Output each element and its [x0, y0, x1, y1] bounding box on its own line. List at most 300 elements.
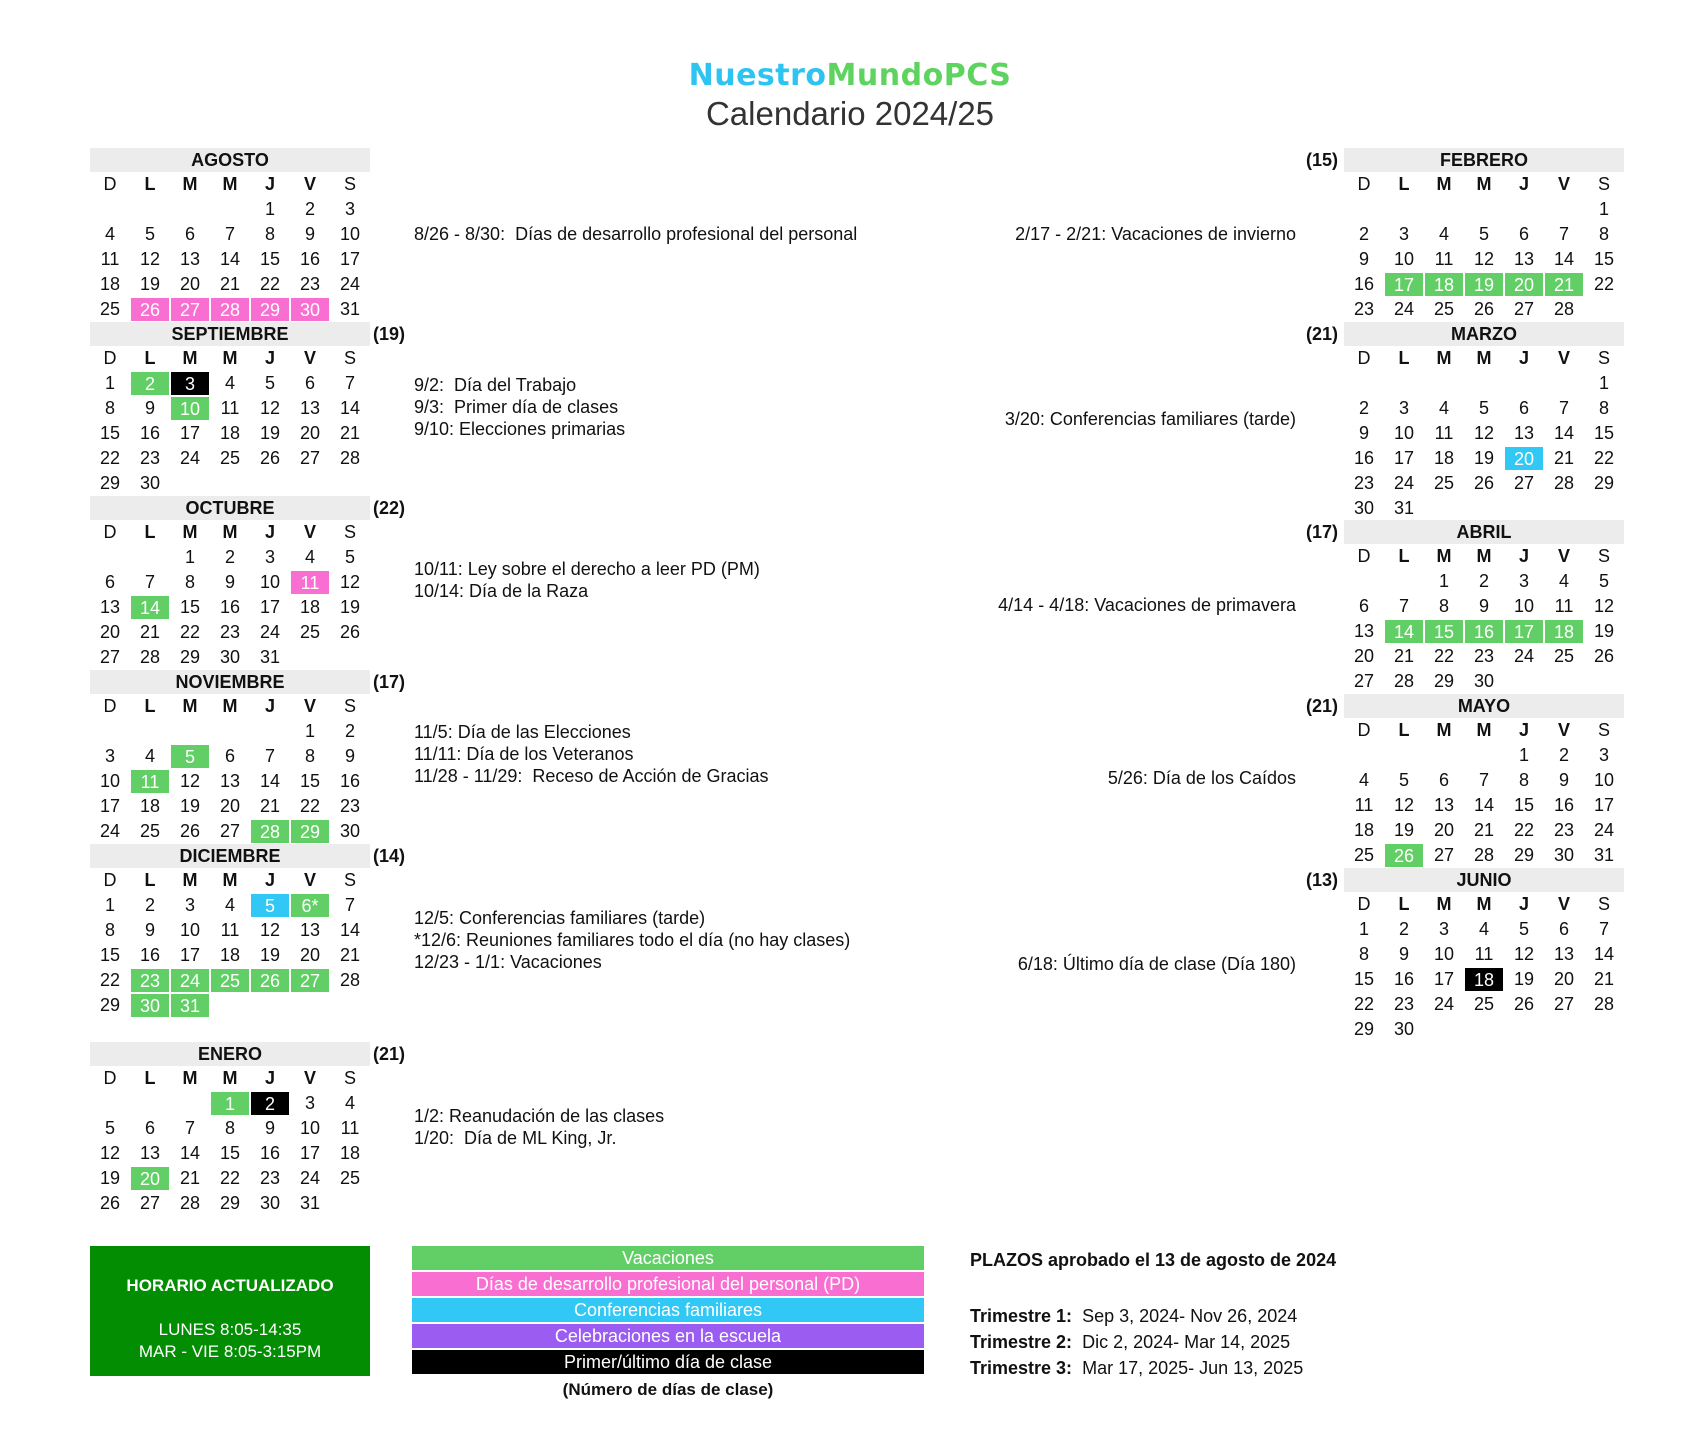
day-cell: 12 [259, 398, 281, 418]
empty-cell [1344, 569, 1384, 594]
day-cell: 4 [1438, 224, 1449, 244]
day-cell: 31 [339, 299, 361, 319]
legend-caption: (Número de días de clase) [562, 1380, 774, 1399]
day-cell: 20 [1553, 969, 1575, 989]
empty-cell [130, 719, 170, 744]
day-cell: 11 [290, 570, 330, 595]
month-title: DICIEMBRE (14) [90, 844, 370, 868]
empty-cell [1384, 743, 1424, 768]
legend-item-pd: Días de desarrollo profesional del personal (PD) [412, 1272, 924, 1298]
legend [412, 1246, 924, 1400]
month-title: SEPTIEMBRE (19) [90, 322, 370, 346]
day-cell: 27 [1353, 671, 1375, 691]
day-cell: 29 [1513, 845, 1535, 865]
school-days-count: (17) [1305, 522, 1338, 542]
day-cell: 14 [1553, 423, 1575, 443]
day-cell: 17 [259, 597, 281, 617]
day-cell: 11 [130, 769, 170, 794]
brand-logo [0, 58, 1700, 93]
day-cell: 23 [1353, 299, 1375, 319]
day-cell: 4 [104, 224, 115, 244]
day-cell: 20 [130, 1166, 170, 1191]
weekday-header: L [144, 348, 156, 368]
day-cell: 7 [1478, 770, 1489, 790]
weekday-header: M [1476, 720, 1492, 740]
day-cell: 27 [219, 821, 241, 841]
weekday-header: M [182, 174, 198, 194]
day-cell: 3 [264, 547, 275, 567]
day-cell: 9 [264, 1118, 275, 1138]
day-cell: 14 [259, 771, 281, 791]
school-days-count: (13) [1305, 870, 1338, 890]
day-cell: 15 [1513, 795, 1535, 815]
term-label: Trimestre 1: [970, 1306, 1073, 1326]
note-line: 5/26: Día de los Caídos [1107, 768, 1296, 788]
day-cell: 3 [1598, 745, 1609, 765]
day-cell: 13 [299, 398, 321, 418]
weekday-header: J [1518, 894, 1529, 914]
note-line: 9/10: Elecciones primarias [414, 419, 626, 439]
day-cell: 22 [219, 1168, 241, 1188]
weekday-header: V [1557, 720, 1570, 740]
day-cell: 4 [1478, 919, 1489, 939]
day-cell: 30 [1393, 1019, 1415, 1039]
day-cell: 8 [104, 920, 115, 940]
day-cell: 21 [1393, 646, 1415, 666]
day-cell: 25 [210, 968, 250, 993]
day-cell: 12 [179, 771, 201, 791]
day-cell: 9 [224, 572, 235, 592]
day-cell: 20 [179, 274, 201, 294]
day-cell: 27 [170, 297, 210, 322]
day-cell: 18 [339, 1143, 361, 1163]
day-cell: 30 [259, 1193, 281, 1213]
day-grid [90, 868, 370, 1018]
empty-cell [1544, 197, 1584, 222]
day-cell: 3 [304, 1093, 315, 1113]
day-cell: 5 [1478, 398, 1489, 418]
day-cell: 1 [210, 1091, 250, 1116]
weekday-header: M [222, 870, 238, 890]
day-cell: 15 [1593, 423, 1615, 443]
day-grid [1344, 544, 1624, 694]
weekday-header: M [222, 1068, 238, 1088]
empty-cell [1424, 371, 1464, 396]
deadlines-title: PLAZOS aprobado el 13 de agosto de 2024 [970, 1250, 1337, 1270]
weekday-header: M [182, 348, 198, 368]
day-cell: 16 [219, 597, 241, 617]
day-cell: 12 [1593, 596, 1615, 616]
day-cell: 1 [304, 721, 315, 741]
day-cell: 1 [1358, 919, 1369, 939]
weekday-header: V [1557, 348, 1570, 368]
note-line: 9/2: Día del Trabajo [414, 375, 577, 395]
month-septiembre [90, 322, 406, 496]
day-cell: 19 [259, 945, 281, 965]
day-cell: 16 [1464, 619, 1504, 644]
day-cell: 9 [304, 224, 315, 244]
day-cell: 3 [1438, 919, 1449, 939]
day-cell: 25 [1473, 994, 1495, 1014]
day-cell: 31 [1393, 498, 1415, 518]
day-cell: 3 [344, 199, 355, 219]
day-cell: 10 [1513, 596, 1535, 616]
day-cell: 11 [1434, 423, 1454, 443]
day-cell: 7 [184, 1118, 195, 1138]
day-cell: 3 [1398, 398, 1409, 418]
day-cell: 29 [1593, 473, 1615, 493]
day-cell: 28 [1393, 671, 1415, 691]
schedule-line-2: MAR - VIE 8:05-3:15PM [138, 1342, 322, 1361]
weekday-header: M [1476, 546, 1492, 566]
empty-cell [1344, 197, 1384, 222]
day-cell: 7 [344, 373, 355, 393]
note-line: 9/3: Primer día de clases [414, 397, 619, 417]
day-cell: 15 [1353, 969, 1375, 989]
day-cell: 9 [344, 746, 355, 766]
day-cell: 12 [1393, 795, 1415, 815]
school-days-count: (15) [1305, 150, 1338, 170]
weekday-header: J [264, 870, 275, 890]
legend-item-conferencias: Conferencias familiares [412, 1298, 924, 1324]
weekday-header: V [303, 870, 316, 890]
term-label: Trimestre 3: [970, 1358, 1073, 1378]
day-cell: 10 [1433, 944, 1455, 964]
weekday-header: D [1357, 894, 1371, 914]
day-cell: 14 [339, 920, 361, 940]
day-cell: 6 [1438, 770, 1449, 790]
empty-cell [1504, 371, 1544, 396]
deadlines [970, 1250, 1336, 1381]
weekday-header: L [144, 522, 156, 542]
day-grid [90, 694, 370, 844]
day-cell: 15 [99, 945, 121, 965]
day-cell: 17 [339, 249, 361, 269]
day-cell: 2 [1558, 745, 1569, 765]
day-cell: 25 [139, 821, 161, 841]
day-cell: 2 [250, 1091, 290, 1116]
weekday-header: S [343, 696, 356, 716]
day-cell: 21 [219, 274, 241, 294]
day-cell: 24 [299, 1168, 321, 1188]
day-cell: 6 [224, 746, 235, 766]
weekday-header: S [1597, 174, 1610, 194]
weekday-header: J [1518, 546, 1529, 566]
day-cell: 25 [99, 299, 121, 319]
school-days-count: (21) [1305, 324, 1338, 344]
month-title: ENERO (21) [90, 1042, 370, 1066]
weekday-header: M [222, 522, 238, 542]
weekday-header: M [1436, 348, 1452, 368]
weekday-header: L [1398, 720, 1410, 740]
empty-cell [90, 545, 130, 570]
day-cell: 29 [99, 995, 121, 1015]
day-cell: 13 [1353, 621, 1375, 641]
day-cell: 9 [1398, 944, 1409, 964]
day-cell: 18 [99, 274, 121, 294]
weekday-header: J [264, 348, 275, 368]
day-cell: 26 [250, 968, 290, 993]
day-cell: 1 [104, 895, 115, 915]
day-cell: 24 [1433, 994, 1455, 1014]
day-cell: 13 [219, 771, 241, 791]
day-cell: 23 [130, 968, 170, 993]
day-cell: 18 [1464, 967, 1504, 992]
day-grid [90, 1066, 370, 1216]
day-cell: 1 [264, 199, 275, 219]
school-days-count: (21) [373, 1044, 406, 1064]
day-cell: 26 [1593, 646, 1615, 666]
day-cell: 2 [1358, 224, 1369, 244]
day-cell: 28 [1553, 299, 1575, 319]
day-cell: 10 [259, 572, 281, 592]
note-line: 2/17 - 2/21: Vacaciones de invierno [1015, 224, 1296, 244]
month-febrero [1305, 148, 1624, 322]
day-cell: 28 [1593, 994, 1615, 1014]
day-cell: 25 [1433, 473, 1455, 493]
day-cell: 5 [344, 547, 355, 567]
day-cell: 10 [339, 224, 361, 244]
day-cell: 24 [259, 622, 281, 642]
note-line: 12/5: Conferencias familiares (tarde) [414, 908, 706, 928]
empty-cell [250, 719, 290, 744]
weekday-header: M [1476, 348, 1492, 368]
schedule-box [90, 1246, 370, 1376]
weekday-header: M [182, 522, 198, 542]
legend-item-primer-ultimo: Primer/último día de clase [412, 1350, 924, 1376]
weekday-header: D [103, 1068, 117, 1088]
day-cell: 27 [299, 448, 321, 468]
weekday-header: L [1398, 348, 1410, 368]
day-cell: 25 [1553, 646, 1575, 666]
empty-cell [1384, 197, 1424, 222]
day-cell: 21 [1473, 820, 1495, 840]
day-cell: 24 [1393, 299, 1415, 319]
day-cell: 29 [1353, 1019, 1375, 1039]
day-cell: 25 [219, 448, 241, 468]
day-cell: 24 [339, 274, 361, 294]
month-title: FEBRERO (15) [1344, 148, 1624, 172]
day-cell: 7 [1398, 596, 1409, 616]
day-cell: 8 [1598, 398, 1609, 418]
day-cell: 1 [1598, 199, 1609, 219]
day-cell: 1 [1598, 373, 1609, 393]
day-cell: 26 [1473, 299, 1495, 319]
day-cell: 23 [259, 1168, 281, 1188]
day-cell: 26 [179, 821, 201, 841]
day-cell: 7 [1598, 919, 1609, 939]
day-cell: 20 [1353, 646, 1375, 666]
empty-cell [1424, 743, 1464, 768]
day-cell: 14 [219, 249, 241, 269]
day-cell: 18 [139, 796, 161, 816]
day-cell: 13 [1513, 249, 1535, 269]
day-cell: 22 [99, 970, 121, 990]
day-cell: 12 [1473, 249, 1495, 269]
day-cell: 12 [99, 1143, 121, 1163]
day-cell: 24 [179, 448, 201, 468]
day-cell: 13 [1433, 795, 1455, 815]
day-cell: 7 [1558, 398, 1569, 418]
day-cell: 6 [1518, 398, 1529, 418]
empty-cell [170, 719, 210, 744]
day-cell: 14 [339, 398, 361, 418]
day-cell: 22 [1513, 820, 1535, 840]
day-cell: 1 [1438, 571, 1449, 591]
day-grid [1344, 346, 1624, 521]
day-cell: 17 [1504, 619, 1544, 644]
term-row-3 [970, 1355, 1336, 1381]
day-cell: 15 [1424, 619, 1464, 644]
day-cell: 12 [259, 920, 281, 940]
day-cell: 9 [144, 920, 155, 940]
day-cell: 21 [339, 945, 361, 965]
day-cell: 15 [299, 771, 321, 791]
weekday-header: M [182, 870, 198, 890]
day-cell: 9 [1358, 249, 1369, 269]
day-cell: 22 [1433, 646, 1455, 666]
day-cell: 11 [340, 1118, 360, 1138]
legend-item-celebraciones: Celebraciones en la escuela [412, 1324, 924, 1350]
day-cell: 16 [259, 1143, 281, 1163]
day-cell: 1 [1518, 745, 1529, 765]
day-grid [90, 346, 370, 496]
day-cell: 14 [1553, 249, 1575, 269]
day-cell: 26 [1513, 994, 1535, 1014]
empty-cell [1464, 371, 1504, 396]
day-cell: 30 [139, 473, 161, 493]
schedule-title: HORARIO ACTUALIZADO [126, 1276, 334, 1295]
month-abril [1305, 520, 1624, 694]
day-cell: 17 [299, 1143, 321, 1163]
day-cell: 22 [1593, 448, 1615, 468]
day-cell: 5 [1518, 919, 1529, 939]
day-cell: 21 [1544, 272, 1584, 297]
day-cell: 18 [299, 597, 321, 617]
day-cell: 18 [1433, 448, 1455, 468]
day-cell: 13 [179, 249, 201, 269]
day-cell: 17 [1593, 795, 1615, 815]
weekday-header: M [1476, 174, 1492, 194]
empty-cell [1344, 743, 1384, 768]
weekday-header: M [1476, 894, 1492, 914]
day-cell: 14 [130, 595, 170, 620]
day-cell: 12 [139, 249, 161, 269]
note-line: 8/26 - 8/30: Días de desarrollo profesional del personal [414, 224, 858, 244]
month-title: MAYO (21) [1344, 694, 1624, 718]
day-cell: 16 [1553, 795, 1575, 815]
brand-part2: MundoPCS [826, 58, 1012, 93]
month-octubre [90, 496, 406, 670]
term-row-2 [970, 1329, 1336, 1355]
weekday-header: S [343, 522, 356, 542]
weekday-header: S [1597, 546, 1610, 566]
weekday-header: J [264, 1068, 275, 1088]
day-cell: 29 [99, 473, 121, 493]
day-cell: 8 [1358, 944, 1369, 964]
day-cell: 4 [1558, 571, 1569, 591]
day-cell: 22 [1593, 274, 1615, 294]
day-cell: 15 [1593, 249, 1615, 269]
weekday-header: D [103, 174, 117, 194]
day-cell: 13 [299, 920, 321, 940]
day-cell: 3 [104, 746, 115, 766]
day-cell: 26 [1473, 473, 1495, 493]
weekday-header: M [182, 696, 198, 716]
day-cell: 2 [1358, 398, 1369, 418]
month-enero [90, 1042, 406, 1216]
weekday-header: D [1357, 348, 1371, 368]
day-cell: 10 [299, 1118, 321, 1138]
day-cell: 1 [184, 547, 195, 567]
term-dates: Sep 3, 2024- Nov 26, 2024 [1082, 1306, 1298, 1326]
day-cell: 27 [1433, 845, 1455, 865]
day-cell: 21 [1593, 969, 1615, 989]
day-cell: 20 [99, 622, 121, 642]
day-cell: 24 [1393, 473, 1415, 493]
day-cell: 8 [224, 1118, 235, 1138]
month-title: ABRIL (17) [1344, 520, 1624, 544]
school-days-count: (14) [373, 846, 406, 866]
day-cell: 28 [210, 297, 250, 322]
month-agosto [90, 148, 370, 322]
weekday-header: D [103, 870, 117, 890]
day-cell: 6* [290, 893, 330, 918]
empty-cell [1464, 197, 1504, 222]
day-cell: 29 [250, 297, 290, 322]
day-cell: 11 [100, 249, 120, 269]
month-title: OCTUBRE (22) [90, 496, 370, 520]
day-cell: 17 [1433, 969, 1455, 989]
day-cell: 31 [299, 1193, 321, 1213]
day-cell: 17 [99, 796, 121, 816]
weekday-header: M [1436, 546, 1452, 566]
day-cell: 20 [299, 945, 321, 965]
day-cell: 23 [1473, 646, 1495, 666]
day-cell: 31 [259, 647, 281, 667]
day-cell: 30 [1353, 498, 1375, 518]
term-row-1 [970, 1303, 1336, 1329]
notes-agosto [414, 223, 857, 245]
day-cell: 25 [299, 622, 321, 642]
day-cell: 30 [290, 297, 330, 322]
term-dates: Dic 2, 2024- Mar 14, 2025 [1082, 1332, 1291, 1352]
day-cell: 22 [179, 622, 201, 642]
day-cell: 11 [1474, 944, 1494, 964]
day-cell: 4 [1358, 770, 1369, 790]
notes-abril [998, 594, 1296, 616]
day-cell: 6 [1518, 224, 1529, 244]
day-cell: 22 [99, 448, 121, 468]
day-cell: 21 [179, 1168, 201, 1188]
day-cell: 13 [1553, 944, 1575, 964]
day-grid [1344, 172, 1624, 322]
day-cell: 4 [304, 547, 315, 567]
empty-cell [1344, 371, 1384, 396]
day-cell: 1 [104, 373, 115, 393]
day-cell: 10 [1593, 770, 1615, 790]
day-cell: 10 [1393, 423, 1415, 443]
day-cell: 18 [219, 423, 241, 443]
weekday-header: L [144, 870, 156, 890]
day-cell: 17 [1393, 448, 1415, 468]
month-title: MARZO (21) [1344, 322, 1624, 346]
day-cell: 19 [1464, 272, 1504, 297]
day-cell: 28 [1553, 473, 1575, 493]
day-cell: 27 [1513, 299, 1535, 319]
day-cell: 23 [139, 448, 161, 468]
day-cell: 23 [339, 796, 361, 816]
